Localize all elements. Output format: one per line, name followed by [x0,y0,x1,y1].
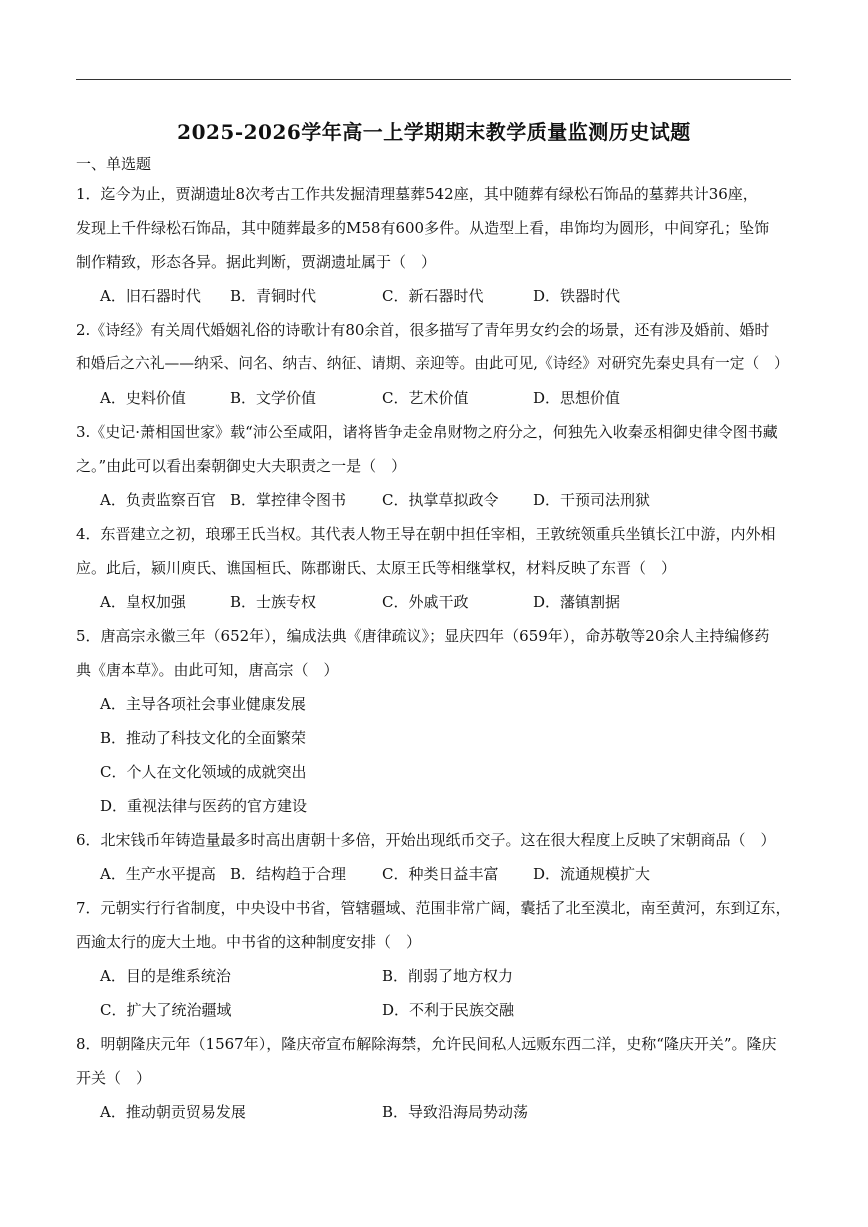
option-d: D．思想价值 [533,389,621,407]
question-text-line: 应。此后，颍川庾氏、谯国桓氏、陈郡谢氏、太原王氏等相继掌权，材料反映了东晋（ ） [76,559,677,577]
option-c: C．扩大了统治疆域 [100,1001,232,1019]
question-text-line: 西逾太行的庞大土地。中书省的这种制度安排（ ） [76,933,422,951]
question-text-line: 之。”由此可以看出秦朝御史大夫职责之一是（ ） [76,457,407,475]
question-text-line: 4．东晋建立之初，琅琊王氏当权。其代表人物王导在朝中担任宰相，王敦统领重兵坐镇长江中游，内外相 [76,525,776,543]
question-text-line: 6．北宋钱币年铸造量最多时高出唐朝十多倍，开始出现纸币交子。这在很大程度上反映了宋朝商品（ ） [76,831,776,849]
options-row [76,279,791,313]
option-a: A．推动朝贡贸易发展 [100,1103,246,1121]
question-text-line: 开关（ ） [76,1069,152,1087]
option-b: B．导致沿海局势动荡 [382,1103,529,1121]
options-row [76,857,791,891]
question-text-line: 和婚后之六礼——纳采、问名、纳吉、纳征、请期、亲迎等。由此可见,《诗经》对研究先秦史具有一定（ ） [76,355,789,372]
option-b: B．结构趋于合理 [230,865,347,883]
question-6 [76,823,791,891]
question-5 [76,619,791,823]
question-text-line: 5．唐高宗永徽三年（652年），编成法典《唐律疏议》；显庆四年（659年），命苏敬等20余人主持编修药 [76,627,770,645]
option-c: C．执掌草拟政令 [382,491,499,509]
section-heading: 一、单选题 [76,155,152,173]
question-2 [76,313,791,415]
question-text-line: 8．明朝隆庆元年（1567年），隆庆帝宣布解除海禁，允许民间私人远贩东西二洋，史称“隆庆开关”。隆庆 [76,1035,777,1053]
option-c: C．个人在文化领域的成就突出 [100,763,307,781]
option-b: B．文学价值 [230,389,317,407]
option-a: A．目的是维系统治 [100,967,231,985]
question-text-line: 发现上千件绿松石饰品，其中随葬最多的M58有600多件。从造型上看，串饰均为圆形，中间穿孔；坠饰 [76,219,770,237]
question-7 [76,891,791,1027]
option-c: C．种类日益丰富 [382,865,499,883]
option-c: C．艺术价值 [382,389,469,407]
question-1 [76,177,791,313]
option-d: D．不利于民族交融 [382,1001,515,1019]
options-row [76,993,791,1027]
options-row [76,959,791,993]
option-a: A．旧石器时代 [100,287,201,305]
question-text-line: 典《唐本草》。由此可知，唐高宗（ ） [76,661,339,679]
options-row [76,381,791,415]
header-rule [76,79,791,80]
option-b: B．士族专权 [230,593,317,611]
options-row [76,585,791,619]
page-title: 2025-2026学年高一上学期期末教学质量监测历史试题 [177,120,691,144]
question-text-line: 7．元朝实行行省制度，中央设中书省，管辖疆域、范围非常广阔，囊括了北至漠北，南至黄河，东到辽东， [76,899,791,917]
question-text-line: 2.《诗经》有关周代婚姻礼俗的诗歌计有80余首，很多描写了青年男女约会的场景，还有涉及婚前、婚时 [76,321,770,339]
option-c: C．外戚干政 [382,593,469,611]
option-c: C．新石器时代 [382,287,484,305]
option-d: D．流通规模扩大 [533,865,651,883]
question-8 [76,1027,791,1129]
question-text-line: 制作精致，形态各异。据此判断，贾湖遗址属于（ ） [76,253,437,271]
question-3 [76,415,791,517]
option-a: A．负责监察百官 [100,491,216,509]
option-a: A．史料价值 [100,389,186,407]
option-d: D．藩镇割据 [533,593,621,611]
option-b: B．推动了科技文化的全面繁荣 [100,729,307,747]
option-d: D．铁器时代 [533,287,621,305]
option-a: A．皇权加强 [100,593,186,611]
question-4 [76,517,791,619]
question-text-line: 3.《史记·萧相国世家》载“沛公至咸阳，诸将皆争走金帛财物之府分之，何独先入收秦丞相御史律令图书藏 [76,423,778,441]
option-a: A．生产水平提高 [100,865,216,883]
option-a: A．主导各项社会事业健康发展 [100,695,306,713]
option-b: B．青铜时代 [230,287,317,305]
option-b: B．削弱了地方权力 [382,967,514,985]
question-text-line: 1．迄今为止，贾湖遗址8次考古工作共发掘清理墓葬542座，其中随葬有绿松石饰品的墓葬共计36座， [76,185,758,203]
options-row [76,483,791,517]
option-b: B．掌控律令图书 [230,491,347,509]
options-row [76,1095,791,1129]
option-d: D．重视法律与医药的官方建设 [100,797,308,815]
exam-content [76,151,791,1129]
option-d: D．干预司法刑狱 [533,491,651,509]
